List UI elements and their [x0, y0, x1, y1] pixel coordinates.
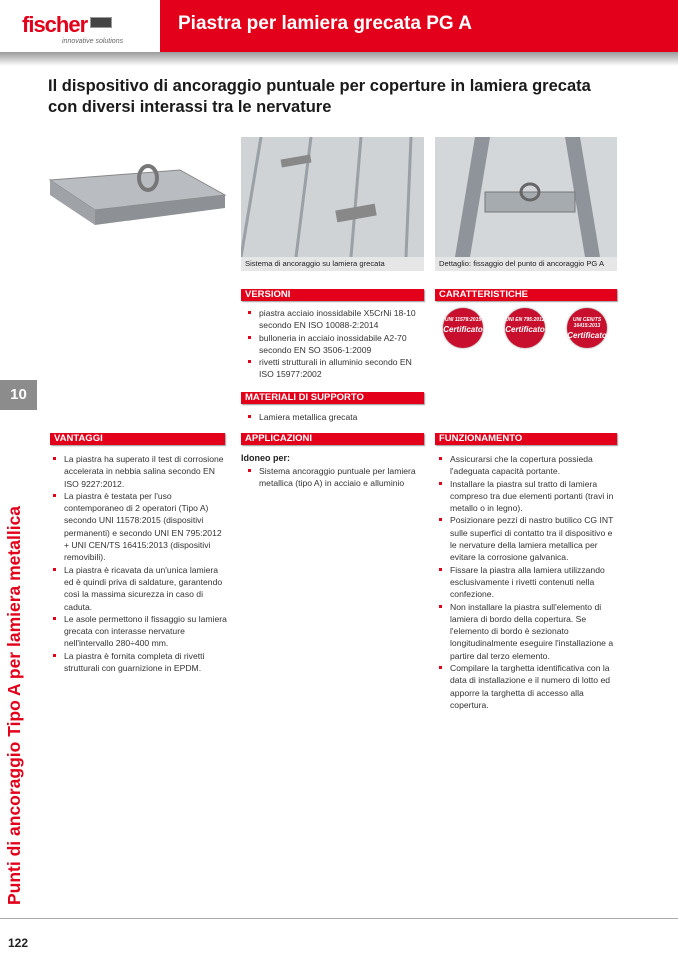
page-number: 122 [8, 936, 29, 950]
list-item: Installare la piastra sul tratto di lamiera compreso tra due elementi portanti (travi in metallo o in legno). [436, 478, 616, 515]
badge-label: Certificato [443, 325, 483, 334]
applicazioni-list [245, 465, 425, 490]
section-header-versioni: VERSIONI [241, 289, 424, 301]
page-title: Il dispositivo di ancoraggio puntuale per coperture in lamiera grecata con diversi interassi tra le nervature [48, 77, 591, 116]
list-item: Fissare la piastra alla lamiera utilizzando esclusivamente i rivetti contenuti nella confezione. [436, 564, 616, 601]
header-shadow [0, 52, 678, 66]
materiali-list [245, 411, 425, 423]
list-item: La piastra è testata per l'uso contemporaneo di 2 operatori (Tipo A) secondo UNI 11578:2015 (dispositivi permanenti) e secondo UNI EN 795:2012 + UNI CEN/TS 16415:2013 (dispositivi removibili). [50, 490, 228, 564]
section-header-materiali: MATERIALI DI SUPPORTO [241, 392, 424, 404]
certificate-badge [443, 308, 483, 348]
list-item: La piastra ha superato il test di corrosione accelerata in nebbia salina secondo EN ISO 9227:2012. [50, 453, 228, 490]
vantaggi-list [50, 453, 228, 674]
certificate-badge [505, 308, 545, 348]
list-item: Assicurarsi che la copertura possieda l'adeguata capacità portante. [436, 453, 616, 478]
product-image [40, 140, 230, 235]
photo-caption: Dettaglio: fissaggio del punto di ancoraggio PG A [435, 257, 617, 271]
list-item: Non installare la piastra sull'elemento di lamiera di bordo della copertura. Se l'elemento di bordo è sezionato longitudinalmente eseguire l'installazione a partire dal terzo elemento. [436, 601, 616, 662]
section-header-vantaggi: VANTAGGI [50, 433, 225, 445]
logo-fish-icon [90, 17, 112, 28]
header-band [160, 0, 678, 52]
versioni-list [245, 307, 425, 381]
product-title: Piastra per lamiera grecata PG A [178, 13, 472, 34]
certificate-badge [567, 308, 607, 348]
list-item: Posizionare pezzi di nastro butilico CG INT sulle superfici di contatto tra il dispositivo e le nervature della lamiera metallica per evitare la corrosione galvanica. [436, 514, 616, 563]
detail-photo [435, 137, 617, 257]
list-item: piastra acciaio inossidabile X5CrNi 18-10 secondo EN ISO 10088-2:2014 [245, 307, 425, 332]
roof-photo [241, 137, 424, 257]
list-item: bulloneria in acciaio inossidabile A2-70 secondo EN SO 3506-1:2009 [245, 332, 425, 357]
badge-norm: UNI 11578:2015 [444, 317, 482, 323]
logo-wordmark: fischer [22, 12, 88, 37]
list-item: Lamiera metallica grecata [245, 411, 425, 423]
list-item: Compilare la targhetta identificativa con la data di installazione e il numero di lotto ed apporre la targhetta di accesso alla copertura. [436, 662, 616, 711]
chapter-tab: 10 [0, 380, 37, 410]
fischer-logo [22, 12, 162, 45]
footer-divider [0, 918, 678, 919]
badge-label: Certificato [505, 325, 545, 334]
logo-tagline: innovative solutions [62, 38, 124, 45]
applicazioni-subtitle: Idoneo per: [241, 453, 290, 463]
badge-label: Certificato [567, 331, 607, 340]
list-item: rivetti strutturali in alluminio secondo EN ISO 15977:2002 [245, 356, 425, 381]
funzionamento-list [436, 453, 616, 711]
list-item: Le asole permettono il fissaggio su lamiera grecata con interasse nervature nell'intervallo 280÷400 mm. [50, 613, 228, 650]
badge-norm: UNI EN 795:2012 [505, 317, 545, 323]
section-header-applicazioni: APPLICAZIONI [241, 433, 424, 445]
list-item: Sistema ancoraggio puntuale per lamiera metallica (tipo A) in acciaio e alluminio [245, 465, 425, 490]
list-item: La piastra è fornita completa di rivetti strutturali con guarnizione in EPDM. [50, 650, 228, 675]
badge-norm: UNI CEN/TS 16415:2013 [572, 317, 602, 329]
list-item: La piastra è ricavata da un'unica lamiera ed è quindi priva di saldature, garantendo così la massima sicurezza in caso di caduta. [50, 564, 228, 613]
section-header-funzionamento: FUNZIONAMENTO [435, 433, 617, 445]
side-chapter-label: Punti di ancoraggio Tipo A per lamiera metallica [4, 505, 24, 905]
section-header-caratteristiche: CARATTERISTICHE [435, 289, 617, 301]
photo-caption: Sistema di ancoraggio su lamiera grecata [241, 257, 424, 271]
